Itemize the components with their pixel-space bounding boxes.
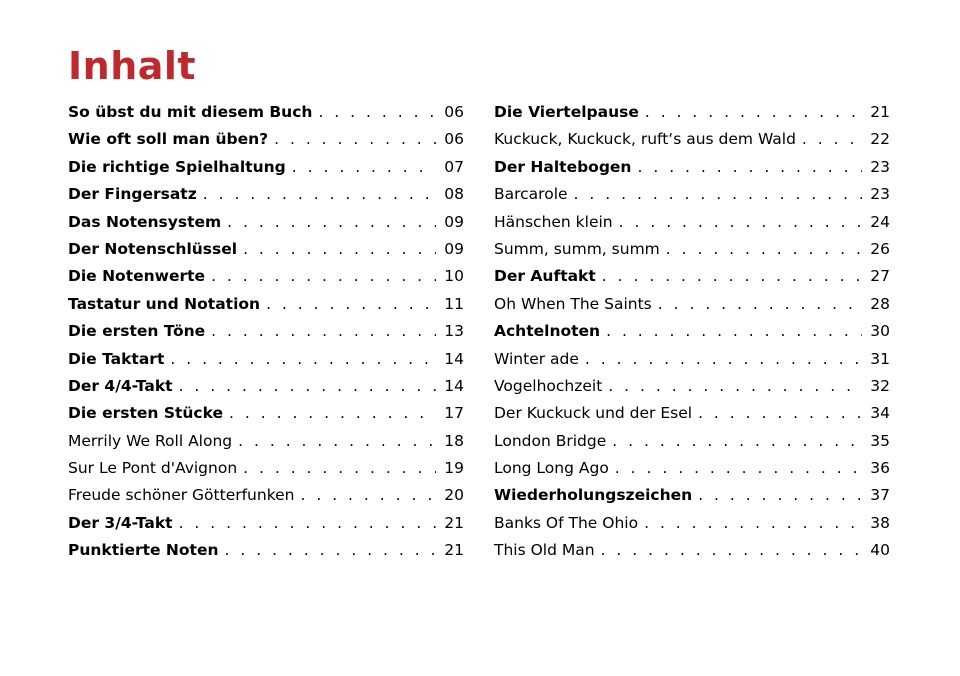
toc-entry-page: 23 [870, 157, 890, 176]
toc-entry[interactable] [494, 209, 890, 236]
dot-leader [698, 400, 862, 427]
toc-entry-label: Die Notenwerte [68, 267, 206, 286]
toc-entry-page: 23 [870, 185, 890, 204]
dot-leader [802, 126, 862, 153]
toc-entry-page: 24 [870, 212, 890, 231]
toc-entry-label: Der Auftakt [494, 267, 596, 286]
toc-entry[interactable] [68, 154, 464, 181]
dot-leader [585, 346, 862, 373]
toc-entry-page: 36 [870, 459, 890, 478]
dot-leader [698, 482, 862, 509]
toc-entry[interactable] [494, 318, 890, 345]
dot-leader [243, 455, 436, 482]
toc-entry[interactable] [68, 181, 464, 208]
dot-leader [637, 154, 862, 181]
toc-entry-page: 08 [444, 185, 464, 204]
toc-entry-label: Freude schöner Götterfunken [68, 486, 295, 505]
toc-entry-page: 09 [444, 212, 464, 231]
toc-entry-label: Banks Of The Ohio [494, 513, 639, 532]
toc-entry-page: 30 [870, 322, 890, 341]
toc-entry-label: Punktierte Noten [68, 541, 219, 560]
toc-entry[interactable] [68, 99, 464, 126]
dot-leader [292, 154, 436, 181]
toc-entry-label: London Bridge [494, 431, 607, 450]
toc-entry[interactable] [68, 373, 464, 400]
toc-entry[interactable] [494, 236, 890, 263]
toc-entry-page: 20 [444, 486, 464, 505]
toc-entry-page: 38 [870, 513, 890, 532]
dot-leader [301, 482, 437, 509]
dot-leader [602, 263, 862, 290]
toc-entry[interactable] [494, 291, 890, 318]
toc-entry-page: 35 [870, 431, 890, 450]
toc-entry-page: 21 [444, 541, 464, 560]
toc-entry-label: Der 4/4-Takt [68, 376, 173, 395]
toc-entry-page: 21 [444, 513, 464, 532]
dot-leader [266, 291, 436, 318]
toc-entry[interactable] [494, 154, 890, 181]
toc-entry[interactable] [68, 291, 464, 318]
toc-entry-page: 22 [870, 130, 890, 149]
dot-leader [238, 428, 436, 455]
toc-entry-page: 17 [444, 404, 464, 423]
dot-leader [203, 181, 436, 208]
toc-entry-page: 07 [444, 157, 464, 176]
toc-entry-label: Die ersten Stücke [68, 404, 224, 423]
toc-entry-label: Hänschen klein [494, 212, 613, 231]
dot-leader [612, 428, 862, 455]
toc-entry[interactable] [494, 482, 890, 509]
toc-entry[interactable] [68, 537, 464, 564]
toc-entry-label: Long Long Ago [494, 459, 609, 478]
toc-entry-page: 14 [444, 349, 464, 368]
dot-leader [225, 537, 436, 564]
toc-entry[interactable] [68, 455, 464, 482]
toc-entry[interactable] [68, 126, 464, 153]
dot-leader [318, 99, 436, 126]
toc-entry-label: Sur Le Pont d'Avignon [68, 459, 238, 478]
toc-entry-label: Wie oft soll man üben? [68, 130, 269, 149]
toc-entry[interactable] [68, 482, 464, 509]
toc-column-right [494, 99, 890, 565]
toc-entry-label: Das Notensystem [68, 212, 222, 231]
toc-entry-label: Der Kuckuck und der Esel [494, 404, 693, 423]
toc-entry[interactable] [68, 510, 464, 537]
dot-leader [211, 263, 436, 290]
toc-entry[interactable] [494, 373, 890, 400]
toc-entry[interactable] [68, 318, 464, 345]
toc-entry[interactable] [494, 126, 890, 153]
toc-entry-label: Vogelhochzeit [494, 376, 603, 395]
dot-leader [243, 236, 436, 263]
toc-entry[interactable] [68, 428, 464, 455]
toc-entry[interactable] [494, 428, 890, 455]
toc-entry[interactable] [494, 400, 890, 427]
toc-entry[interactable] [494, 263, 890, 290]
toc-entry-label: Oh When The Saints [494, 294, 652, 313]
toc-entry-label: So übst du mit diesem Buch [68, 103, 313, 121]
toc-entry-page: 34 [870, 404, 890, 423]
toc-entry[interactable] [494, 455, 890, 482]
toc-entry-page: 18 [444, 431, 464, 450]
toc-entry-page: 26 [870, 239, 890, 258]
toc-entry[interactable] [68, 400, 464, 427]
toc-entry-label: Der Fingersatz [68, 185, 197, 204]
toc-entry[interactable] [68, 263, 464, 290]
dot-leader [608, 373, 862, 400]
dot-leader [601, 537, 862, 564]
dot-leader [274, 126, 436, 153]
dot-leader [658, 291, 862, 318]
page-title: Inhalt [68, 44, 197, 88]
dot-leader [179, 373, 436, 400]
toc-entry-page: 10 [444, 267, 464, 286]
toc-entry-page: 31 [870, 349, 890, 368]
toc-entry-page: 19 [444, 459, 464, 478]
toc-entry-page: 27 [870, 267, 890, 286]
toc-entry-label: Barcarole [494, 185, 568, 204]
toc-entry-label: Die Taktart [68, 349, 165, 368]
toc-entry-label: Die ersten Töne [68, 322, 206, 341]
toc-entry-label: Der Haltebogen [494, 157, 632, 176]
toc-entry[interactable] [494, 181, 890, 208]
toc-entry-page: 09 [444, 239, 464, 258]
dot-leader [227, 209, 436, 236]
toc-entry-page: 40 [870, 541, 890, 560]
toc-entry[interactable] [68, 346, 464, 373]
toc-column-left [68, 99, 464, 565]
toc-entry-page: 06 [444, 103, 464, 121]
toc-entry-label: Winter ade [494, 349, 579, 368]
dot-leader [211, 318, 436, 345]
toc-entry[interactable] [494, 510, 890, 537]
dot-leader [619, 209, 862, 236]
dot-leader [574, 181, 862, 208]
toc-entry-page: 32 [870, 376, 890, 395]
toc-entry-label: Summ, summ, summ [494, 239, 660, 258]
dot-leader [666, 236, 862, 263]
toc-entry-page: 06 [444, 130, 464, 149]
toc-entry-label: Wiederholungszeichen [494, 486, 693, 505]
toc-entry-label: This Old Man [494, 541, 595, 560]
dot-leader [644, 510, 862, 537]
toc-entry-page: 14 [444, 376, 464, 395]
toc-entry-label: Merrily We Roll Along [68, 431, 233, 450]
dot-leader [606, 318, 862, 345]
toc-entry-page: 13 [444, 322, 464, 341]
toc-entry-label: Tastatur und Notation [68, 294, 261, 313]
dot-leader [179, 510, 436, 537]
toc-entry-label: Die richtige Spielhaltung [68, 157, 286, 176]
dot-leader [170, 346, 436, 373]
toc-entry-page: 37 [870, 486, 890, 505]
dot-leader [229, 400, 436, 427]
toc-entry[interactable] [494, 537, 890, 564]
toc-entry-page: 28 [870, 294, 890, 313]
toc-entry-label: Der 3/4-Takt [68, 513, 173, 532]
toc-entry-label: Kuckuck, Kuckuck, ruft‘s aus dem Wald [494, 130, 796, 149]
toc-entry-page: 21 [870, 103, 890, 121]
toc-entry-label: Achtelnoten [494, 322, 601, 341]
dot-leader [645, 99, 862, 126]
dot-leader [615, 455, 862, 482]
toc-entry[interactable] [494, 99, 890, 126]
toc-entry[interactable] [494, 346, 890, 373]
toc-entry-label: Der Notenschlüssel [68, 239, 238, 258]
toc-entry[interactable] [68, 236, 464, 263]
toc-entry-page: 11 [444, 294, 464, 313]
toc-entry[interactable] [68, 209, 464, 236]
toc-entry-label: Die Viertelpause [494, 103, 639, 121]
